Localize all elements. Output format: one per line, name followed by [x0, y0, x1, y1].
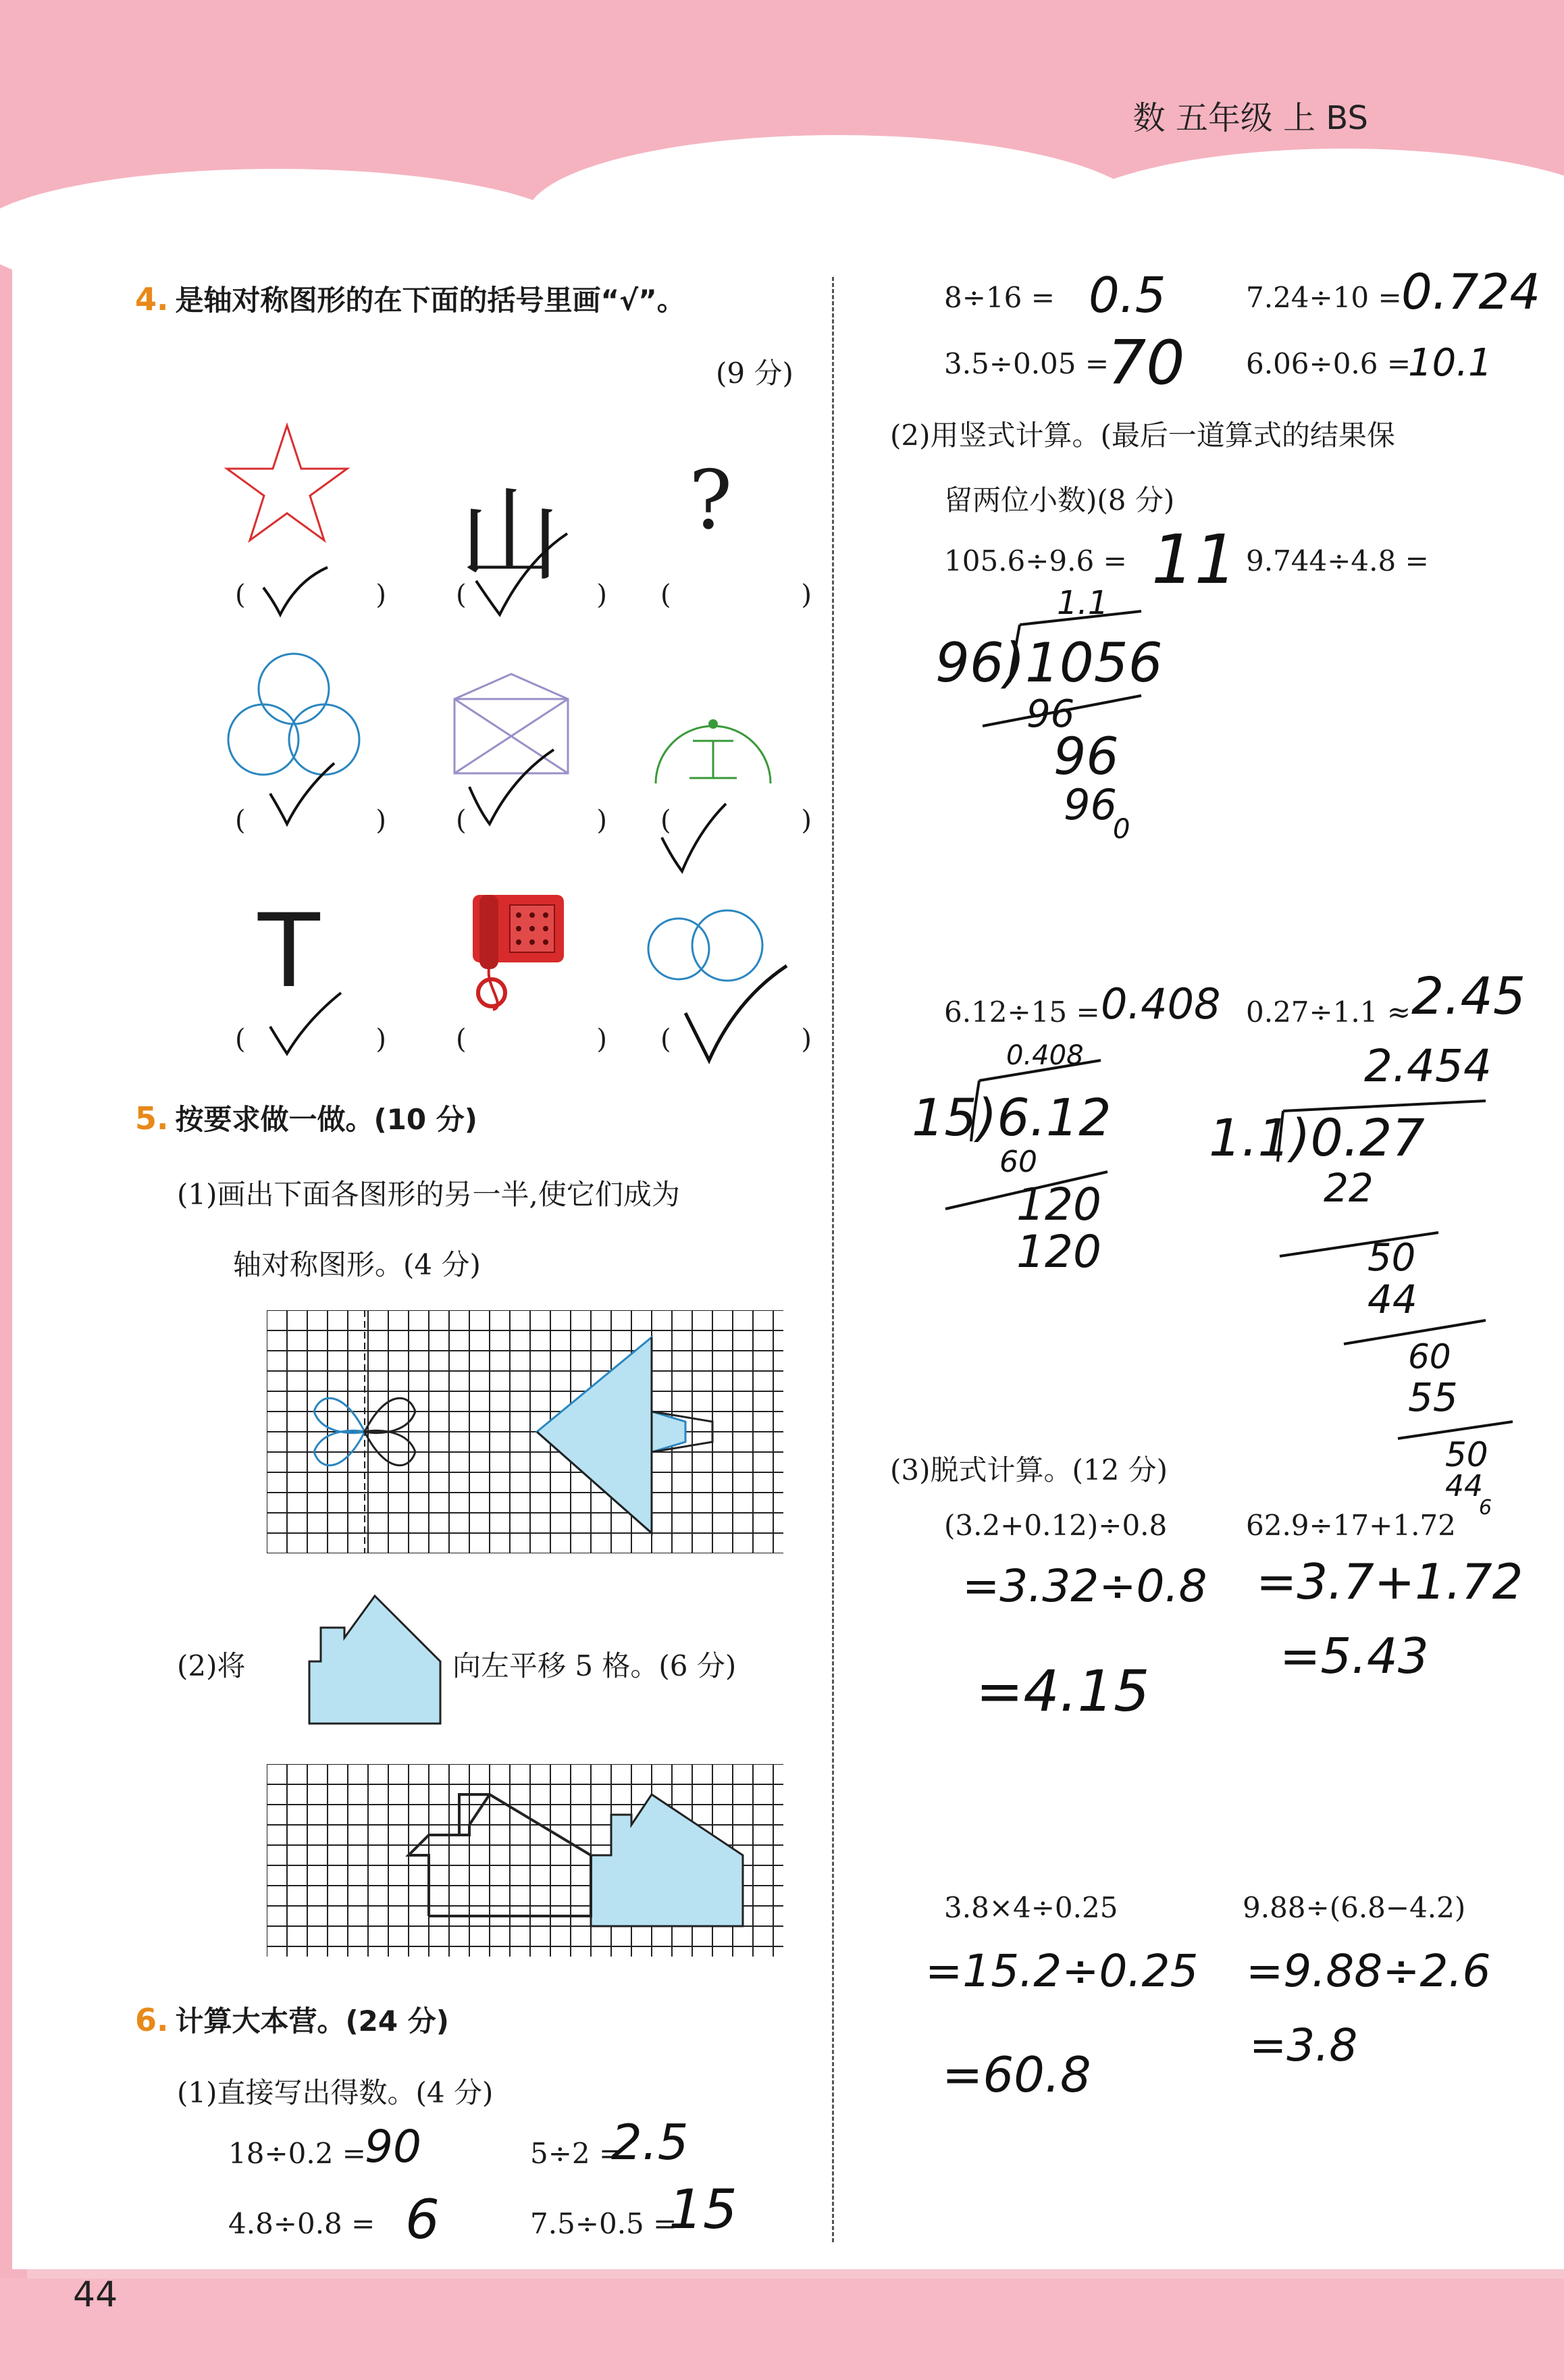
division-work: 2.454 [1364, 1040, 1492, 1092]
answer-bracket[interactable]: ( ) [660, 579, 872, 611]
handwritten-answer: 90 [365, 2121, 421, 2173]
handwritten-answer: 6 [405, 2188, 440, 2251]
division-lines [972, 601, 1189, 770]
handwritten-step: =5.43 [1280, 1628, 1429, 1684]
checkmark-icon [682, 959, 790, 1067]
handwritten-step: =4.15 [976, 1658, 1150, 1724]
answer-bracket[interactable]: ( ) [456, 1024, 668, 1055]
answer-bracket[interactable]: ( ) [660, 805, 872, 836]
division-work: 96)1056 [935, 631, 1163, 694]
vertical-expr: 6.12÷15 = [944, 995, 1100, 1029]
checkmark-icon [658, 797, 733, 878]
question-text: 计算大本营。(24 分) [175, 2004, 449, 2038]
division-work: 0 [1113, 814, 1130, 845]
division-work: 44 [1367, 1276, 1417, 1322]
answer-bracket[interactable]: ( ) [660, 1024, 872, 1055]
division-work: 60 [999, 1145, 1037, 1179]
stepwise-expr: 62.9÷17+1.72 [1246, 1509, 1456, 1542]
direct-expr: 6.06÷0.6 = [1246, 347, 1411, 380]
handwritten-answer: 11 [1151, 520, 1238, 599]
q6-part3: (3)脱式计算。(12 分) [890, 1453, 1168, 1486]
star-shape [223, 420, 351, 548]
question-number: 4. [135, 281, 169, 317]
division-work: 120 [1016, 1179, 1101, 1231]
vertical-expr: 9.744÷4.8 = [1246, 544, 1429, 577]
handwritten-answer: 2.5 [611, 2114, 689, 2171]
direct-expr: 7.5÷0.5 = [530, 2207, 677, 2240]
handwritten-step: =3.7+1.72 [1256, 1553, 1523, 1610]
answer-bracket[interactable]: ( ) [456, 579, 668, 611]
stepwise-expr: (3.2+0.12)÷0.8 [944, 1509, 1168, 1542]
division-work: 96 [1026, 692, 1075, 736]
question-5-title [135, 1097, 477, 1138]
page-number: 44 [73, 2275, 118, 2315]
handwritten-answer: 15 [669, 2178, 737, 2241]
question-4-score: (9 分) [716, 357, 793, 390]
handwritten-answer: 0.724 [1401, 263, 1541, 320]
division-work: 50 [1367, 1236, 1416, 1280]
question-6-title [135, 1999, 449, 2040]
division-work: 96 [1064, 780, 1117, 829]
t-letter-shape: T [258, 893, 320, 1010]
stepwise-expr: 9.88÷(6.8−4.2) [1243, 1891, 1466, 1924]
direct-expr: 3.5÷0.05 = [944, 347, 1110, 380]
question-text: 是轴对称图形的在下面的括号里画“√”。 [175, 284, 685, 317]
checkmark-icon [260, 561, 334, 621]
direct-expr: 5÷2 = [530, 2137, 623, 2170]
question-number: 5. [135, 1100, 169, 1137]
answer-bracket[interactable]: ( ) [235, 579, 447, 611]
q6-part2-line1: (2)用竖式计算。(最后一道算式的结果保 [890, 419, 1395, 452]
direct-expr: 18÷0.2 = [228, 2137, 366, 2170]
question-mark-symbol: ? [689, 454, 733, 548]
division-lines [939, 1054, 1155, 1202]
question-text: 按要求做一做。(10 分) [175, 1103, 477, 1136]
stepwise-expr: 3.8×4÷0.25 [944, 1891, 1118, 1924]
mountain-character: 山 [459, 477, 561, 595]
handwritten-answer: 70 [1107, 328, 1185, 398]
direct-expr: 7.24÷10 = [1246, 281, 1402, 314]
checkmark-icon [466, 743, 561, 831]
arch-shape [652, 697, 774, 788]
division-work: 50 [1445, 1435, 1488, 1474]
vertical-expr: 105.6÷9.6 = [944, 544, 1127, 577]
division-work: 44 [1445, 1469, 1483, 1503]
division-work: 15)6.12 [912, 1087, 1112, 1147]
symmetry-grid[interactable] [267, 1310, 783, 1553]
division-work: 1.1)0.27 [1209, 1108, 1425, 1168]
division-work: 120 [1016, 1226, 1101, 1278]
division-work: 60 [1408, 1337, 1451, 1376]
pink-footer-band [0, 2279, 1564, 2380]
translation-grid[interactable] [267, 1764, 783, 1957]
handwritten-step: =3.8 [1249, 2019, 1358, 2071]
question-number: 6. [135, 2002, 169, 2038]
vertical-expr: 0.27÷1.1 ≈ [1246, 995, 1411, 1029]
q5-part2-prefix: (2)将 [177, 1649, 246, 1682]
q6-part1: (1)直接写出得数。(4 分) [177, 2076, 494, 2109]
division-work: 96 [1053, 726, 1119, 786]
direct-expr: 4.8÷0.8 = [228, 2207, 375, 2240]
cloud-shape [527, 135, 1148, 297]
division-work: 1.1 [1057, 584, 1109, 622]
handwritten-answer: 0.5 [1089, 267, 1166, 324]
checkmark-icon [267, 986, 348, 1060]
handwritten-step: =9.88÷2.6 [1246, 1945, 1491, 1997]
question-4-title [135, 278, 685, 319]
answer-bracket[interactable]: ( ) [235, 1024, 447, 1055]
division-work: 55 [1408, 1374, 1458, 1420]
direct-expr: 8÷16 = [944, 281, 1055, 314]
page-header: 数 五年级 上 BS [1132, 99, 1368, 137]
division-lines [1270, 1087, 1513, 1466]
q5-part1-line1: (1)画出下面各图形的另一半,使它们成为 [177, 1178, 680, 1211]
handwritten-answer: 2.45 [1411, 966, 1526, 1026]
answer-bracket[interactable]: ( ) [456, 805, 668, 836]
q6-part2-line2: 留两位小数)(8 分) [944, 484, 1175, 517]
checkmark-icon [473, 527, 574, 621]
division-work: 22 [1324, 1165, 1374, 1211]
telephone-icon [466, 891, 567, 1013]
q5-part1-line2: 轴对称图形。(4 分) [233, 1248, 481, 1281]
answer-bracket[interactable]: ( ) [235, 805, 447, 836]
house-shape [307, 1594, 442, 1726]
q5-part2-suffix: 向左平移 5 格。(6 分) [452, 1649, 737, 1682]
handwritten-step: =15.2÷0.25 [925, 1945, 1199, 1997]
handwritten-answer: 0.408 [1101, 979, 1221, 1029]
column-divider [832, 277, 834, 2242]
checkmark-icon [267, 756, 341, 831]
division-work: 0.408 [1006, 1040, 1084, 1071]
handwritten-answer: 10.1 [1408, 341, 1492, 385]
handwritten-step: =3.32÷0.8 [962, 1560, 1207, 1612]
division-work: 6 [1479, 1496, 1492, 1520]
handwritten-step: =60.8 [942, 2046, 1091, 2103]
